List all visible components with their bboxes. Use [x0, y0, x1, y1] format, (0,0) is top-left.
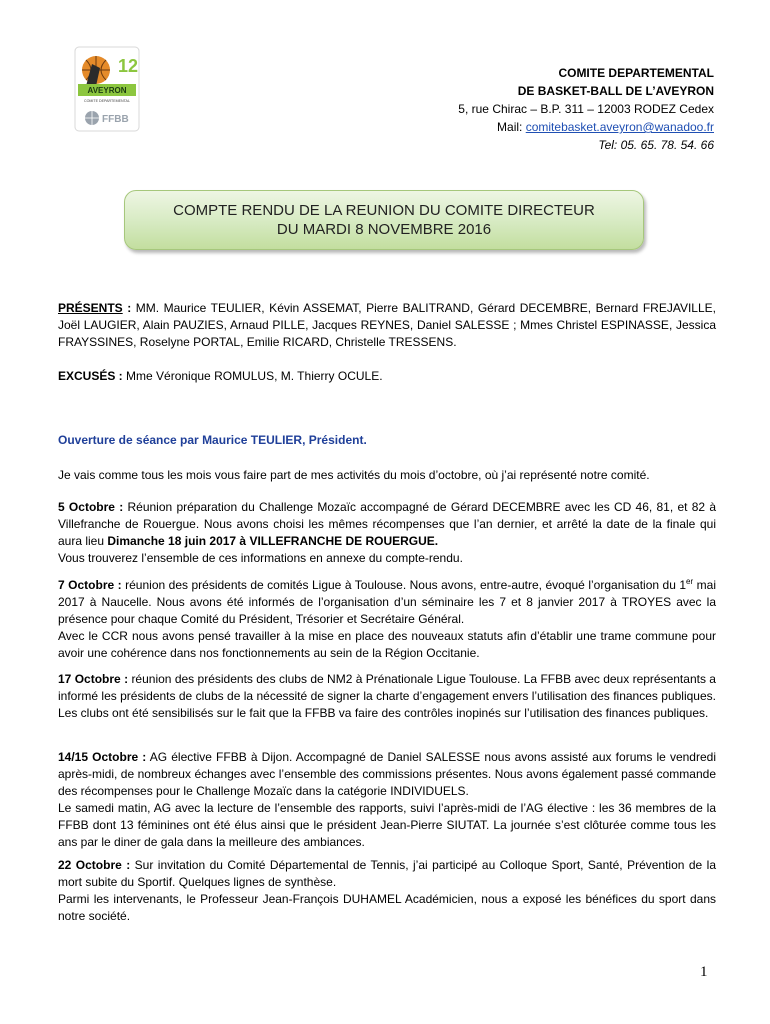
- opening-heading: Ouverture de séance par Maurice TEULIER, Président.: [58, 433, 367, 447]
- report-title-box: [124, 190, 644, 250]
- header-line1: COMITE DEPARTEMENTAL: [558, 66, 714, 80]
- october-22-speakers-text: Parmi les intervenants, le Professeur Jean-François DUHAMEL Académicien, nous a exposé les bénéfices du sport dans notre société.: [58, 892, 716, 923]
- october-22-paragraph: [58, 857, 716, 925]
- page-number: 1: [700, 964, 708, 980]
- svg-text:AVEYRON: AVEYRON: [87, 86, 127, 95]
- title-line2: DU MARDI 8 NOVEMBRE 2016: [276, 221, 492, 238]
- presents-text: MM. Maurice TEULIER, Kévin ASSEMAT, Pierre BALITRAND, Gérard DECEMBRE, Bernard FREJAVILLE, Joël LAUGIER, Alain PAUZIES, Arnaud PILLE, Jacques REYNES, Daniel SALESSE ; Mmes Christel ESPINASSE, Jessica FRAYSSINES, Roselyne PORTAL, Emilie RICARD, Christelle TRESSENS.: [58, 301, 716, 349]
- october-14-15-paragraph: [58, 749, 716, 851]
- october-7-paragraph: [58, 577, 716, 662]
- comite-basket-aveyron-logo: [74, 46, 140, 132]
- october-17-date: 17 Octobre :: [58, 672, 129, 686]
- october-5-annex-note: Vous trouverez l’ensemble de ces informations en annexe du compte-rendu.: [58, 551, 463, 565]
- october-17-paragraph: [58, 671, 716, 722]
- presents-sep: :: [122, 301, 136, 315]
- october-7-ccr-text: Avec le CCR nous avons pensé travailler à la mise en place des nouveaux statuts afin d’établir une trame commune pour avoir une cohérence dans nos fonctionnements au sein de la Région Occitanie.: [58, 629, 716, 660]
- svg-text:FFBB: FFBB: [102, 114, 129, 125]
- svg-text:COMITE DEPARTEMENTAL: COMITE DEPARTEMENTAL: [84, 99, 130, 103]
- committee-header: [334, 64, 714, 154]
- october-14-15-date: 14/15 Octobre :: [58, 750, 147, 764]
- excuses-text: Mme Véronique ROMULUS, M. Thierry OCULE.: [122, 369, 383, 383]
- intro-paragraph: Je vais comme tous les mois vous faire part de mes activités du mois d’octobre, où j’ai représenté notre comité.: [58, 468, 650, 482]
- october-22-text: Sur invitation du Comité Départemental de Tennis, j’ai participé au Colloque Sport, Santé, Prévention de la mort subite du Sportif. Quelques lignes de synthèse.: [58, 858, 716, 889]
- header-mail-line: [334, 118, 714, 136]
- october-7-date: 7 Octobre :: [58, 578, 122, 592]
- october-5-paragraph: [58, 499, 716, 567]
- october-5-date: 5 Octobre :: [58, 500, 124, 514]
- presents-label: PRÉSENTS: [58, 301, 123, 315]
- october-7-sup: er: [686, 577, 694, 586]
- october-5-final-date: Dimanche 18 juin 2017 à VILLEFRANCHE DE ROUERGUE.: [107, 534, 439, 548]
- october-5-text: Réunion préparation du Challenge Mozaïc accompagné de Gérard DECEMBRE avec les CD 46, 81, et 82 à Villefranche de Rouergue. Nous avons choisi les mêmes récompenses que l’an dernier, et arrêté la date de la finale qui aura lieu: [58, 500, 717, 548]
- header-address: 5, rue Chirac – B.P. 311 – 12003 RODEZ Cedex: [458, 102, 714, 116]
- excuses-paragraph: [58, 368, 716, 385]
- october-17-text: réunion des présidents des clubs de NM2 à Prénationale Ligue Toulouse. La FFBB avec deux représentants a informé les présidents de clubs de la nécessité de signer la charte d’engagement envers l’utilisation des finances publiques. Les clubs ont été sensibilisés sur le fait que la FFBB va faire des contrôles inopinés sur l’utilisation des finances publiques.: [58, 672, 716, 720]
- header-tel: Tel: 05. 65. 78. 54. 66: [598, 138, 714, 152]
- excuses-label: EXCUSÉS :: [58, 369, 123, 383]
- mail-link[interactable]: comitebasket.aveyron@wanadoo.fr: [525, 120, 714, 134]
- mail-label: Mail:: [497, 120, 526, 134]
- october-14-15-text: AG élective FFBB à Dijon. Accompagné de Daniel SALESSE nous avons assisté aux forums le vendredi après-midi, de nombreux échanges avec l’ensemble des commissions présentes. Nous avons également passé commande des récompenses pour le Challenge Mozaïc dans la catégorie INDIVIDUELS.: [58, 750, 716, 798]
- october-14-15-saturday-text: Le samedi matin, AG avec la lecture de l’ensemble des rapports, suivi l’après-midi de l’AG élective : les 36 membres de la FFBB dont 13 féminines ont été élus ainsi que le président Jean-Pierre SIUTAT. La journée s’est clôturée comme tous les ans par le diner de gala dans la meilleure des ambiances.: [58, 801, 716, 849]
- october-22-date: 22 Octobre :: [58, 858, 131, 872]
- header-line2: DE BASKET-BALL DE L’AVEYRON: [517, 84, 714, 98]
- presents-paragraph: [58, 300, 716, 351]
- october-7-text-b: mai 2017 à Naucelle. Nous avons été informés de l’organisation d’un séminaire les 7 et 8 janvier 2017 à TROYES avec la présence pour chaque Comité du Président, Trésorier et Secrétaire Général.: [58, 578, 716, 626]
- svg-text:12: 12: [118, 56, 139, 76]
- october-7-text-a: réunion des présidents de comités Ligue à Toulouse. Nous avons, entre-autre, évoqué l’organisation du 1: [121, 578, 687, 592]
- title-line1: COMPTE RENDU DE LA REUNION DU COMITE DIRECTEUR: [173, 202, 595, 219]
